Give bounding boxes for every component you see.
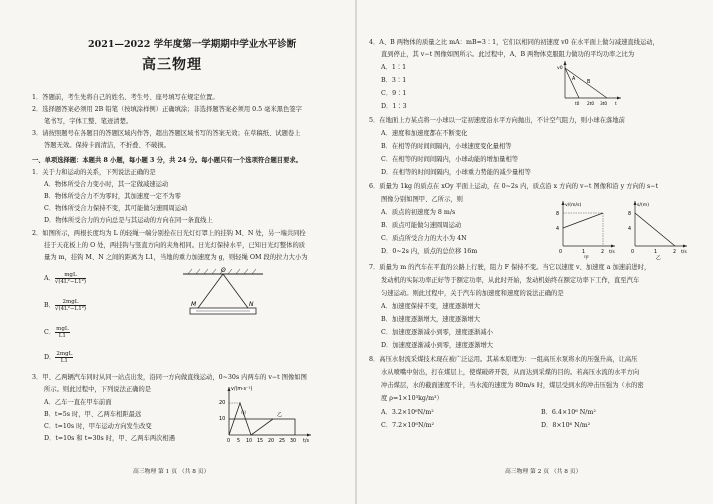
q6-stem-2: 图像分别如图甲、乙所示，则 <box>381 196 463 203</box>
q6-option-c: C．质点所受合力的大小为 4N <box>381 235 467 242</box>
q6b-xtick-1: 1 <box>654 250 658 255</box>
q2-stem-1: 2．如图所示，两根长度均为 L 的轻绳一端分别拴在日光灯灯罩上的挂钩 M、N 处，另一端共同拴 <box>32 230 306 237</box>
q6-graph-jia <box>553 198 621 260</box>
q3-stem-2: 所示。则此过程中，下列说法正确的是 <box>44 386 152 393</box>
q4-label-a: A <box>572 77 576 82</box>
q8-stem-4: 度 ρ=1×10³kg/m³） <box>381 395 443 402</box>
q6a-line <box>563 213 603 228</box>
q4-option-c: C．9∶1 <box>381 90 407 97</box>
q6a-xlabel: t/s <box>609 250 615 255</box>
q6-option-d: D．0~2s 内，质点的总位移 16m <box>381 248 478 255</box>
page-footer-right: 高三物理 第 2 页 （共 8 页） <box>505 469 582 475</box>
q2-stem-2: 挂于天花板上的 O 处，两挂钩与竖直方向的夹角相同。日光灯保持水平，已知日光灯整体的质 <box>44 242 306 249</box>
q3-series-jia-label: 甲 <box>241 411 247 417</box>
q4-label-b: B <box>587 80 591 85</box>
q1-stem: 1．关于力和运动的关系，下列说法正确的是 <box>32 169 156 176</box>
note-3-cont: 答题无效。保持卡面清洁，不折叠、不破损。 <box>44 142 170 149</box>
q6b-ylabel: s/(m) <box>637 203 650 208</box>
label-n: N <box>249 301 254 308</box>
q3-ylabel: v/(m·s⁻¹) <box>231 387 253 392</box>
q8-option-b: B．6.4×10⁶ N/m² <box>541 409 596 416</box>
q6a-xtick-0: 0 <box>559 250 563 255</box>
q6a-xtick-2: 2 <box>601 250 605 255</box>
q4-xtick-t: t <box>615 102 617 107</box>
q3-xtick-10: 10 <box>246 439 253 443</box>
q4-line-b <box>565 68 607 98</box>
q1-option-b: B．物体所受合力不为零时，其加速度一定不为零 <box>44 193 181 200</box>
q2-lamp-diagram <box>178 266 268 326</box>
q7-option-a: A．加速度保持不变，速度逐渐增大 <box>381 303 481 310</box>
q8-stem-2: 水从喷嘴中射出，打在煤层上，使煤破碎开裂，从而达到采煤的目的。若高压水流的水平方向 <box>381 369 640 376</box>
q6b-xtick-2: 2 <box>673 250 677 255</box>
rope-on <box>223 274 248 308</box>
q6a-caption: 甲 <box>584 256 589 260</box>
q5-option-b: B．在相等的时间间隔内，小球速度变化量相等 <box>381 143 512 150</box>
q3-xtick-20: 20 <box>268 439 275 443</box>
q4-v0-label: v0 <box>557 66 563 71</box>
q3-ytick-10: 10 <box>219 416 226 422</box>
q2-option-c: C． $\frac{\text{mgL}}{L1}$ <box>44 326 69 340</box>
q3-xtick-0: 0 <box>227 439 231 443</box>
q6b-xlabel: t/s <box>681 250 687 255</box>
q2-option-b: B． $\frac{\text{2mgL}}{\text{√(4L²−L1²)}}$ <box>44 299 87 313</box>
note-2-cont: 笔书写，字体工整、笔迹清楚。 <box>44 118 133 125</box>
q6-stem-1: 6．质量为 1kg 的质点在 xOy 平面上运动，在 0~2s 内，质点沿 x 方向的 v−t 图像和沿 y 方向的 s−t <box>369 183 659 190</box>
q4-vt-graph <box>557 58 625 108</box>
q6b-ytick-4: 4 <box>628 227 632 232</box>
q2-option-a: A． $\frac{\text{mgL}}{\text{√(4L²−L1²)}}$ <box>44 272 86 286</box>
q7-option-d: D．加速度逐渐减小到零，速度逐渐增大 <box>381 342 494 349</box>
q8-stem-1: 8．高压水射流采煤技术现在被广泛运用。其基本原理为：一组高压水泵将水的压强升高，让高压 <box>369 356 638 363</box>
q4-xtick-2t0: 2t0 <box>587 102 595 107</box>
q5-option-a: A．速度和加速度都在不断变化 <box>381 130 468 137</box>
q6-graph-yi <box>625 198 693 260</box>
subject-title: 高三物理 <box>142 57 202 73</box>
q8-option-a: A．3.2×10⁶N/m² <box>381 409 434 416</box>
q8-option-d: D．8×10⁶ N/m² <box>541 422 591 429</box>
q4-xtick-t0: t0 <box>575 102 580 107</box>
q6-option-a: A．质点的初速度为 8 m/s <box>381 209 456 216</box>
q5-option-c: C．在相等的时间间隔内，小球动能的增加量相等 <box>381 156 519 163</box>
note-2: 2．选择题答案必须用 2B 铅笔（按填涂样例）正确填涂；非选择题答案必须用 0.5 毫米黑色签字 <box>32 106 302 113</box>
q3-option-a: A．乙车一直在甲车前面 <box>44 399 112 406</box>
q1-option-d: D．物体所受合力的方向总是与其运动的方向在同一条直线上 <box>44 217 213 224</box>
page-footer-left: 高三物理 第 1 页 （共 8 页） <box>133 469 210 475</box>
q7-stem-3: 匀速运动。则此过程中，关于汽车的加速度和速度的说法正确的是 <box>381 290 564 297</box>
q3-vt-graph <box>215 383 315 443</box>
q6b-line <box>635 213 675 246</box>
q4-option-d: D．1∶3 <box>381 103 407 110</box>
exam-title: 2021—2022 学年度第一学期期中学业水平诊断 <box>88 39 297 50</box>
q4-option-a: A．1∶1 <box>381 64 407 71</box>
q3-option-d: D．t=10s 和 t=30s 时，甲、乙两车两次相遇 <box>44 435 176 442</box>
q2-stem-3: 量为 m，挂钩 M、N 之间的距离为 L1，当地的重力加速度为 g，则轻绳 OM 段的拉力大小为 <box>44 254 308 261</box>
q6a-xtick-1: 1 <box>582 250 586 255</box>
label-m: M <box>191 301 197 308</box>
q7-stem-1: 7．质量为 m 的汽车在平直的公路上行驶，阻力 F 保持不变。当它以速度 v、加速度 a 加速前进时， <box>369 264 651 271</box>
q5-option-d: D．在相等的时间间隔内，小球重力势能的减少量相等 <box>381 169 531 176</box>
q7-stem-2: 发动机的实际功率正好等于额定功率，从此时开始，发动机始终在额定功率下工作，直至汽车 <box>381 277 640 284</box>
q3-xtick-25: 25 <box>279 439 286 443</box>
q3-option-b: B．t=5s 时，甲、乙两车相距最远 <box>44 411 142 418</box>
q5-stem: 5．在地面上方某点将一小球以一定初速度沿水平方向抛出，不计空气阻力，则小球在落地前 <box>369 117 625 124</box>
q3-ytick-20: 20 <box>219 400 226 406</box>
q4-stem-2: 直到停止，其 v−t 图像如图所示。此过程中，A、B 两物体克服阻力做功的平均功率之比为 <box>381 51 635 58</box>
q3-option-c: C．t=10s 时，甲车运动方向发生改变 <box>44 423 152 430</box>
q1-option-c: C．物体所受合力保持不变，其可能做匀速圆周运动 <box>44 205 188 212</box>
q6a-ytick-8: 8 <box>556 212 560 217</box>
q1-option-a: A．物体所受合力变小时，其一定做减速运动 <box>44 181 169 188</box>
q6b-ytick-8: 8 <box>628 212 632 217</box>
rope-om <box>198 274 223 308</box>
q7-option-c: C．加速度逐渐减小到零，速度逐渐减小 <box>381 329 493 336</box>
exam-page-right <box>357 0 713 504</box>
note-1: 1．答题前，考生先将自己的姓名、考生号、座号填写在规定位置。 <box>32 94 219 101</box>
q3-xtick-15: 15 <box>257 439 264 443</box>
series-jia-line-2 <box>251 419 273 435</box>
q6b-caption: 乙 <box>656 256 661 260</box>
label-o: O <box>221 267 226 274</box>
section-heading: 一、单项选择题：本题共 8 小题，每小题 3 分，共 24 分。每小题只有一个选项符合题目要求。 <box>32 157 302 164</box>
note-3: 3．请按照题号在各题目的答题区域内作答，超出答题区域书写的答案无效；在草稿纸、试题卷上 <box>32 130 301 137</box>
q6b-xtick-0: 0 <box>631 250 635 255</box>
q8-stem-3: 冲击煤层，水的截面速度不计，当水流的速度为 80m/s 时，煤层受到水的冲击压强为（水的密 <box>381 382 644 389</box>
q4-line-a <box>565 68 579 98</box>
q3-xlabel: t/s <box>303 439 309 443</box>
q4-option-b: B．3∶1 <box>381 77 407 84</box>
q3-series-yi-label: 乙 <box>277 412 283 418</box>
q3-xtick-30: 30 <box>290 439 297 443</box>
q3-stem-1: 3．甲、乙两辆汽车同时从同一站点出发，沿同一方向做直线运动，0~30s 内两车的 v−t 图像如图 <box>32 374 307 381</box>
q8-option-c: C．7.2×10⁶N/m² <box>381 422 435 429</box>
q2-option-d: D． $\frac{\text{2mgL}}{L1}$ <box>44 351 73 365</box>
q7-option-b: B．加速度逐渐增大，速度逐渐增大 <box>381 316 481 323</box>
q6a-ylabel: v/(m/s) <box>565 203 582 208</box>
q6-option-b: B．质点可能做匀速圆周运动 <box>381 222 462 229</box>
q3-xtick-5: 5 <box>237 439 241 443</box>
q6a-ytick-4: 4 <box>556 227 560 232</box>
q4-xtick-3t0: 3t0 <box>600 102 608 107</box>
q4-stem-1: 4．A、B 两物体的质量之比 mA：mB=3∶1，它们以相同的初速度 v0 在水平面上做匀减速直线运动， <box>369 39 659 46</box>
